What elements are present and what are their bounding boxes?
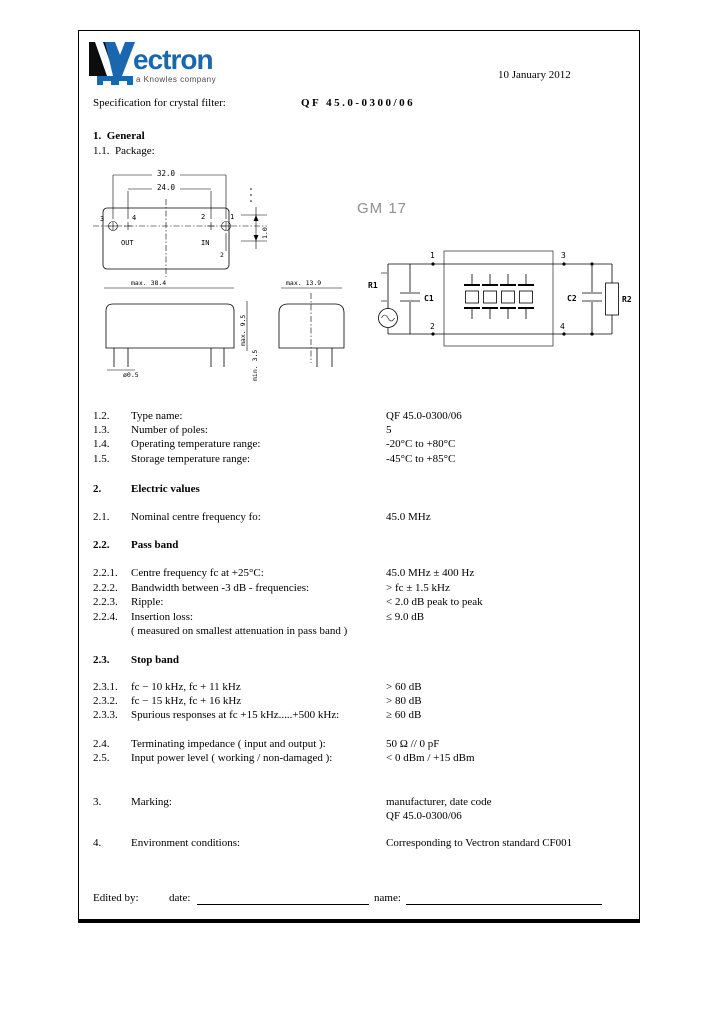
row-label: Number of poles:	[131, 424, 208, 436]
row-num: 2.5.	[93, 752, 110, 764]
node1-label: 1	[430, 251, 435, 260]
row-number-of-poles	[79, 424, 635, 438]
row-bandwidth	[79, 582, 635, 596]
row-label: Insertion loss:	[131, 611, 194, 623]
section-1-1-num: 1.1.	[93, 145, 110, 157]
date-signature-line	[197, 904, 369, 905]
row-num: 2.2.	[93, 539, 110, 551]
row-num: 2.2.2.	[93, 582, 118, 594]
row-num: 3.	[93, 796, 102, 808]
row-value: -45°C to +85°C	[386, 453, 456, 465]
row-label: Nominal centre frequency fo:	[131, 511, 261, 523]
row-label: fc − 15 kHz, fc + 16 kHz	[131, 695, 242, 707]
logo-battlement	[97, 76, 133, 85]
row-label: Stop band	[131, 654, 180, 666]
row-label: Bandwidth between -3 dB - frequencies:	[131, 582, 310, 594]
row-nominal-centre-frequency	[79, 511, 635, 525]
row-num: 2.4.	[93, 738, 110, 750]
row-label: Input power level ( working / non-damaged ):	[131, 752, 333, 764]
test-circuit-schematic	[368, 251, 632, 346]
row-value: 45.0 MHz	[386, 511, 431, 523]
node3-label: 3	[561, 251, 566, 260]
name-signature-line	[406, 904, 602, 905]
pin4-label: 4	[132, 214, 137, 222]
pin3-label: 3	[100, 215, 105, 223]
row-marking	[79, 796, 635, 810]
row-type-name	[79, 410, 635, 424]
package-side-view	[104, 279, 259, 381]
spec-title-label: Specification for crystal filter:	[93, 97, 226, 109]
row-value: 5	[386, 424, 392, 436]
heading-electric-values	[79, 483, 635, 497]
spec-title-line	[93, 97, 633, 109]
row-ripple	[79, 596, 635, 610]
row-num: 1.2.	[93, 410, 110, 422]
row-label: Ripple:	[131, 596, 164, 608]
dim-height-label: max. 9.5	[239, 314, 247, 346]
r2-resistor	[606, 283, 619, 315]
row-stopband-15khz	[79, 695, 635, 709]
vectron-logo-mark	[89, 42, 135, 88]
name-label: name:	[374, 892, 401, 904]
package-end-view	[279, 279, 344, 367]
row-value: ≤ 9.0 dB	[386, 611, 425, 623]
crystal-elements	[464, 274, 534, 319]
row-spurious-responses	[79, 709, 635, 723]
row-num: 2.3.1.	[93, 681, 118, 693]
package-top-view	[93, 167, 269, 277]
section-1-heading	[93, 130, 145, 142]
row-storage-temp	[79, 453, 635, 467]
node4-label: 4	[560, 322, 565, 331]
in-label: IN	[201, 239, 210, 247]
row-num: 2.3.3.	[93, 709, 118, 721]
row-value: > fc ± 1.5 kHz	[386, 582, 450, 594]
node2-label: 2	[430, 322, 435, 331]
row-input-power-level	[79, 752, 635, 766]
pin-crosses	[109, 222, 231, 231]
row-value: -20°C to +80°C	[386, 438, 456, 450]
section-1-title: General	[106, 130, 145, 142]
dim-length-label: max. 38.4	[131, 279, 167, 287]
row-label: Terminating impedance ( input and output ):	[131, 738, 326, 750]
document-date: 10 January 2012	[498, 69, 571, 81]
row-num: 1.3.	[93, 424, 110, 436]
row-value: Corresponding to Vectron standard CF001	[386, 837, 573, 849]
spec-part-number: QF 45.0-0300/06	[301, 97, 416, 109]
row-label: Type name:	[131, 410, 183, 422]
row-num: 2.2.1.	[93, 567, 118, 579]
r2-label: R2	[622, 295, 632, 304]
out-label: OUT	[121, 239, 134, 247]
row-insertion-loss	[79, 611, 635, 625]
row-num: 2.3.	[93, 654, 110, 666]
row-label: fc − 10 kHz, fc + 11 kHz	[131, 681, 241, 693]
row-label: Spurious responses at fc +15 kHz.....+500 kHz:	[131, 709, 340, 721]
document-frame	[78, 30, 640, 923]
dim-pin-len-label: min. 3.5	[251, 349, 259, 381]
dim-1-0-label: 1.0	[261, 227, 269, 239]
r1-label: R1	[368, 281, 378, 290]
row-operating-temp	[79, 438, 635, 452]
edited-by-label: Edited by:	[93, 892, 139, 904]
row-num: 1.5.	[93, 453, 110, 465]
row-num: 2.2.4.	[93, 611, 118, 623]
row-value: QF 45.0-0300/06	[386, 810, 462, 822]
row-environment-conditions	[79, 837, 635, 851]
row-insertion-loss-note	[79, 625, 635, 639]
row-num: 2.1.	[93, 511, 110, 523]
row-stopband-10khz	[79, 681, 635, 695]
dim-width-label: max. 13.9	[286, 279, 322, 287]
row-centre-frequency	[79, 567, 635, 581]
row-num: 2.2.3.	[93, 596, 118, 608]
row-label: Operating temperature range:	[131, 438, 261, 450]
row-num: 2.3.2.	[93, 695, 118, 707]
logo-wordmark: ectron	[133, 44, 213, 75]
row-value: 50 Ω // 0 pF	[386, 738, 440, 750]
row-marking-line2	[79, 810, 635, 824]
row-label: Marking:	[131, 796, 172, 808]
dim-pin-dia-label: ø0.5	[123, 371, 139, 379]
row-value: 45.0 MHz ± 400 Hz	[386, 567, 475, 579]
section-1-1-heading	[93, 145, 155, 157]
row-terminating-impedance	[79, 738, 635, 752]
section-1-num: 1.	[93, 130, 102, 142]
dim-24-label: 24.0	[156, 183, 176, 192]
heading-pass-band	[79, 539, 635, 553]
c2-label: C2	[567, 294, 577, 303]
row-label: Pass band	[131, 539, 179, 551]
row-value: ≥ 60 dB	[386, 709, 422, 721]
row-label: Centre frequency fc at +25°C:	[131, 567, 264, 579]
pin2-label: 2	[201, 213, 206, 221]
row-value: > 60 dB	[386, 681, 422, 693]
date-label: date:	[169, 892, 191, 904]
dim-32-label: 32.0	[156, 169, 176, 178]
row-label: Electric values	[131, 483, 200, 495]
row-num: 4.	[93, 837, 102, 849]
gm17-package-label: GM 17	[357, 200, 408, 217]
row-value: < 0 dBm / +15 dBm	[386, 752, 475, 764]
logo-tagline: a Knowles company	[136, 75, 217, 84]
pin1-label: 1	[230, 213, 235, 221]
row-label: Environment conditions:	[131, 837, 241, 849]
row-value: manufacturer, date code	[386, 796, 492, 808]
row-num: 2.	[93, 483, 102, 495]
row-label: ( measured on smallest attenuation in pass band )	[131, 625, 348, 637]
row-value: < 2.0 dB peak to peak	[386, 596, 483, 608]
c1-label: C1	[424, 294, 434, 303]
dim-2-label: 2	[220, 251, 224, 259]
crystal-filter-box	[444, 251, 553, 346]
row-label: Storage temperature range:	[131, 453, 251, 465]
row-value: QF 45.0-0300/06	[386, 410, 462, 422]
row-value: > 80 dB	[386, 695, 422, 707]
side-view-pins	[114, 348, 224, 367]
end-view-pins	[317, 348, 332, 367]
row-num: 1.4.	[93, 438, 110, 450]
package-drawing	[89, 161, 637, 406]
heading-stop-band	[79, 654, 635, 668]
vectron-logo	[89, 42, 289, 90]
section-1-1-title: Package:	[115, 145, 155, 157]
